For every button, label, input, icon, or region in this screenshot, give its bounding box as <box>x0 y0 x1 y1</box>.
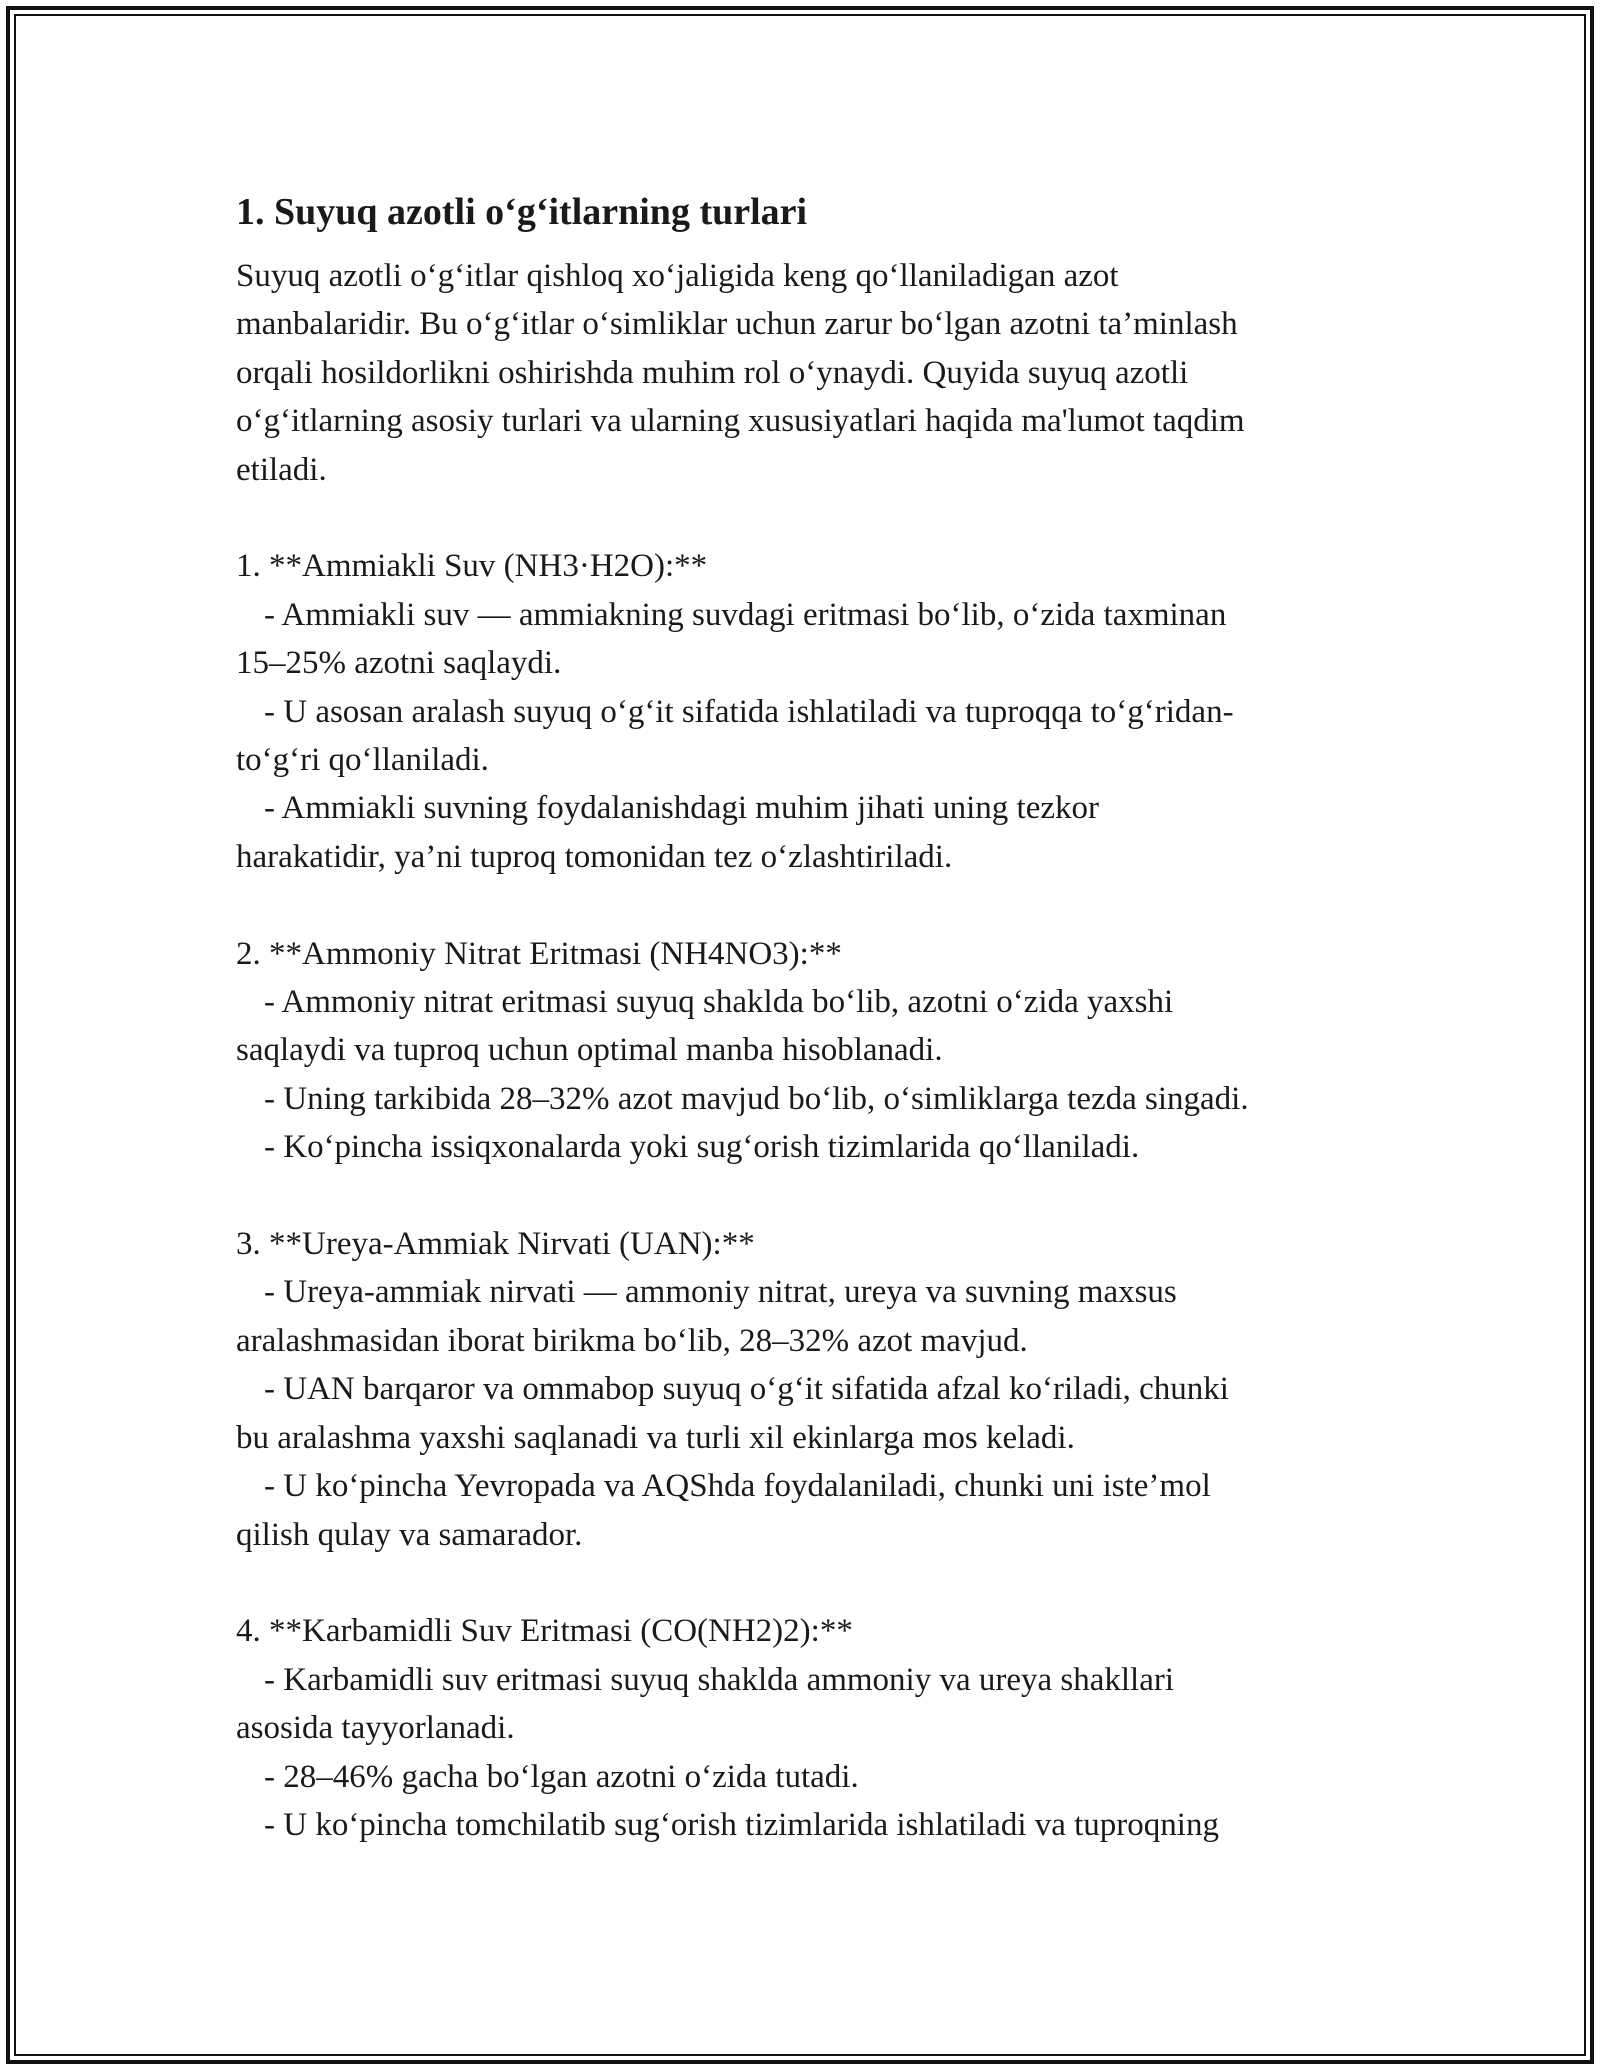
section-line: qilish qulay va samarador. <box>236 1516 583 1553</box>
section-line: - Ammiakli suvning foydalanishdagi muhim jihati uning tezkor <box>264 790 1099 827</box>
section-ammonia-water <box>236 542 1376 881</box>
paragraph-gap <box>236 1559 1376 1607</box>
section-carbamide-solution <box>236 1607 1376 1849</box>
section-line: - U ko‘pincha Yevropada va AQShda foydalaniladi, chunki uni iste’mol <box>264 1468 1211 1505</box>
intro-line: o‘g‘itlarning asosiy turlari va ularning xususiyatlari haqida ma'lumot taqdim <box>236 403 1245 440</box>
section-line: asosida tayyorlanadi. <box>236 1710 515 1747</box>
section-title: 2. **Ammoniy Nitrat Eritmasi (NH4NO3):** <box>236 935 842 972</box>
section-line: - Ko‘pincha issiqxonalarda yoki sug‘orish tizimlarida qo‘llaniladi. <box>264 1129 1140 1166</box>
section-ammonium-nitrate <box>236 930 1376 1172</box>
section-line: - Karbamidli suv eritmasi suyuq shaklda ammoniy va ureya shakllari <box>264 1661 1175 1698</box>
section-title: 1. **Ammiakli Suv (NH3·H2O):** <box>236 548 708 585</box>
intro-line: etiladi. <box>236 451 327 488</box>
page-title: 1. Suyuq azotli o‘g‘itlarning turlari <box>236 191 808 233</box>
section-line: - Ammoniy nitrat eritmasi suyuq shaklda bo‘lib, azotni o‘zida yaxshi <box>264 984 1174 1021</box>
section-line: 15–25% azotni saqlaydi. <box>236 645 562 682</box>
section-line: - 28–46% gacha bo‘lgan azotni o‘zida tutadi. <box>264 1758 859 1795</box>
section-line: bu aralashma yaxshi saqlanadi va turli xil ekinlarga mos keladi. <box>236 1419 1075 1456</box>
section-title: 4. **Karbamidli Suv Eritmasi (CO(NH2)2):** <box>236 1613 853 1650</box>
intro-line: manbalaridir. Bu o‘g‘itlar o‘simliklar uchun zarur bo‘lgan azotni ta’minlash <box>236 306 1238 343</box>
section-line: to‘g‘ri qo‘llaniladi. <box>236 742 489 779</box>
section-line: - UAN barqaror va ommabop suyuq o‘g‘it sifatida afzal ko‘riladi, chunki <box>264 1371 1229 1408</box>
document-body <box>236 188 1376 1849</box>
intro-line: Suyuq azotli o‘g‘itlar qishloq xo‘jaligida keng qo‘llaniladigan azot <box>236 258 1119 294</box>
paragraph-gap <box>236 881 1376 929</box>
section-line: saqlaydi va tuproq uchun optimal manba hisoblanadi. <box>236 1032 943 1069</box>
section-title: 3. **Ureya-Ammiak Nirvati (UAN):** <box>236 1226 755 1263</box>
section-line: - Ammiakli suv — ammiakning suvdagi eritmasi bo‘lib, o‘zida taxminan <box>264 596 1227 633</box>
section-uan <box>236 1220 1376 1559</box>
section-line: - Uning tarkibida 28–32% azot mavjud bo‘lib, o‘simliklarga tezda singadi. <box>264 1080 1249 1117</box>
section-line: - Ureya-ammiak nirvati — ammoniy nitrat, ureya va suvning maxsus <box>264 1274 1177 1311</box>
paragraph-gap <box>236 494 1376 542</box>
intro-paragraph <box>236 252 1376 494</box>
section-line: harakatidir, ya’ni tuproq tomonidan tez o‘zlashtiriladi. <box>236 838 953 875</box>
paragraph-gap <box>236 1172 1376 1220</box>
section-line: - U asosan aralash suyuq o‘g‘it sifatida ishlatiladi va tuproqqa to‘g‘ridan- <box>264 693 1234 730</box>
section-line: - U ko‘pincha tomchilatib sug‘orish tizimlarida ishlatiladi va tuproqning <box>264 1806 1219 1843</box>
intro-line: orqali hosildorlikni oshirishda muhim rol o‘ynaydi. Quyida suyuq azotli <box>236 354 1189 391</box>
section-line: aralashmasidan iborat birikma bo‘lib, 28–32% azot mavjud. <box>236 1322 1028 1359</box>
